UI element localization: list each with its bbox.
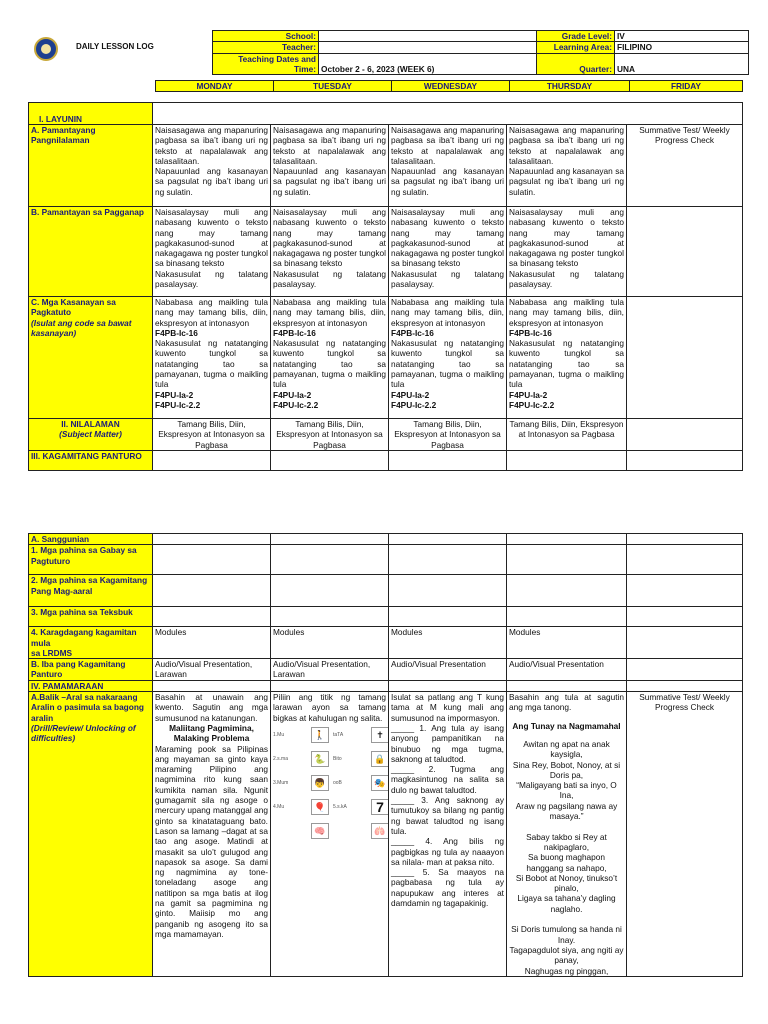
header-table (212, 30, 749, 75)
day-monday: MONDAY (156, 81, 274, 92)
choice-7: 4.Mu 🎈 (273, 799, 333, 815)
choice-6: ooB 🎭 (333, 775, 389, 791)
school-value (319, 31, 537, 42)
mask-icon: 🎭 (371, 775, 389, 791)
row-c-tue: Nababasa ang maikling tula nang may tamang bilis, diin, ekspresyon at intonasyon F4PB-Ic-16 Nakasusulat ng natatanging kuwento tungkol sa natatanging tao sa pamayanan, tugma o maikling tula F4PU-Ia-2 F4PU-Ic-2.2 (271, 297, 389, 419)
kagamitan-pang-wed (389, 575, 507, 607)
lrdms-wed: Modules (389, 627, 507, 659)
deped-seal-logo (34, 37, 58, 61)
row-c-fri (627, 297, 743, 419)
dates-label: Teaching Dates and Time: (213, 53, 319, 75)
balik-aral-label: A.Balik –Aral sa nakaraang Aralin o pasimula sa bagong aralin (Drill/Review/ Unlocking of difficulties) (29, 692, 153, 977)
lrdms-tue: Modules (271, 627, 389, 659)
lrdms-fri (627, 627, 743, 659)
balik-aral-tue: Piliin ang titik ng tamang larawan ayon sa tamang bigkas at kahulugan ng salita. 1.Mu 🚶 taTA ✝ 2.s.ma 🐍 Bito 🔒 3.Mum 👦 ooB 🎭 4.Mu 🎈 5.s.kA 7 🧠 🫁 (271, 692, 389, 977)
balik-aral-sub: (Drill/Review/ Unlocking of difficulties) (31, 722, 136, 744)
kagamitan-wed (389, 450, 507, 470)
row-a-label: A. Pamantayang Pangnilalaman (29, 125, 153, 207)
nilalaman-wed: Tamang Bilis, Diin, Ekspresyon at Intonasyon sa Pagbasa (389, 419, 507, 451)
pamamaraan-tue (271, 680, 389, 691)
day-header (155, 80, 743, 92)
iba-fri (627, 659, 743, 681)
sanggunian-mon (153, 534, 271, 545)
dates-value: October 2 - 6, 2023 (WEEK 6) (319, 53, 537, 75)
row-b-thu: Naisasalaysay muli ang nabasang kuwento o teksto nang may tamang pagkakasunod-sunod at nakagagawa ng poster tungkol sa binasang teksto Nakasusulat ng talatang pasalaysay. (507, 207, 627, 297)
gabay-tue (271, 545, 389, 575)
quarter-label: Quarter: (537, 53, 615, 75)
row-c-label: C. Mga Kasanayan sa Pagkatuto (Isulat ang code sa bawat kasanayan) (29, 297, 153, 419)
grade-value: IV (615, 31, 749, 42)
iba-tue: Audio/Visual Presentation, Larawan (271, 659, 389, 681)
poem-title: Ang Tunay na Nagmamahal (512, 720, 621, 731)
row-c-wed: Nababasa ang maikling tula nang may tamang bilis, diin, ekspresyon at intonasyon F4PB-Ic-16 Nakasusulat ng natatanging kuwento tungkol sa natatanging tao sa pamayanan, tugma o maikling tula F4PU-Ia-2 F4PU-Ic-2.2 (389, 297, 507, 419)
day-wednesday: WEDNESDAY (392, 81, 510, 92)
teksbuk-tue (271, 607, 389, 627)
nilalaman-label: II. NILALAMAN (Subject Matter) (29, 419, 153, 451)
lrdms-label: 4. Karagdagang kagamitan mula sa LRDMS (29, 627, 153, 659)
walking-person-icon: 🚶 (311, 727, 329, 743)
nilalaman-mon: Tamang Bilis, Diin, Ekspresyon at Intonasyon sa Pagbasa (153, 419, 271, 451)
brain-icon: 🧠 (311, 823, 329, 839)
balik-aral-wed: Isulat sa patlang ang T kung tama at M kung mali ang sumusunod na impormasyon. _____ 1. Ang tula ay isang anyong pampanitikan na binubuo ng mga tugma, saknong at taludtod. _____ 2. Tugma ang magkasintunog na salita sa dulo ng bawat taludtod. _____ 3. Ang saknong ay tumutukoy sa bilang ng pantig ng bawat taludtod ng isang tula. _____ 4. Ang bilis ng pagbigkas ng tula ay naaayon sa nilala- man at paksa nito. _____ 5. Sa maayos na pagbabasa ng tula ay napupukaw ang interes at damdamin ng tagapakinig. (389, 692, 507, 977)
nilalaman-fri (627, 419, 743, 451)
teksbuk-thu (507, 607, 627, 627)
log-title: DAILY LESSON LOG (76, 42, 154, 51)
sanggunian-thu (507, 534, 627, 545)
kagamitan-pang-mon (153, 575, 271, 607)
choice-4: Bito 🔒 (333, 751, 389, 767)
row-c-thu: Nababasa ang maikling tula nang may tamang bilis, diin, ekspresyon at intonasyon F4PB-Ic-16 Nakasusulat ng natatanging kuwento tungkol sa natatanging tao sa pamayanan, tugma o maikling tula F4PU-Ia-2 F4PU-Ic-2.2 (507, 297, 627, 419)
choice-8: 5.s.kA 7 (333, 799, 389, 815)
balloon-icon: 🎈 (311, 799, 329, 815)
row-c-mon: Nababasa ang maikling tula nang may tamang bilis, diin, ekspresyon at intonasyon F4PB-Ic-16 Nakasusulat ng natatanging kuwento tungkol sa natatanging tao sa pamayanan, tugma o maikling tula F4PU-Ia-2 F4PU-Ic-2.2 (153, 297, 271, 419)
pamamaraan-wed (389, 680, 507, 691)
area-value: FILIPINO (615, 42, 749, 53)
iba-mon: Audio/Visual Presentation, Larawan (153, 659, 271, 681)
boy-icon: 👦 (311, 775, 329, 791)
day-tuesday: TUESDAY (274, 81, 392, 92)
kagamitan-label: III. KAGAMITANG PANTURO (29, 450, 153, 470)
snake-icon: 🐍 (311, 751, 329, 767)
iba-label: B. Iba pang Kagamitang Panturo (29, 659, 153, 681)
lrdms-thu: Modules (507, 627, 627, 659)
teksbuk-wed (389, 607, 507, 627)
grade-label: Grade Level: (537, 31, 615, 42)
gabay-fri (627, 545, 743, 575)
day-friday: FRIDAY (630, 81, 743, 92)
kagamitan-mon (153, 450, 271, 470)
kagamitan-pang-thu (507, 575, 627, 607)
row-a-mon: Naisasagawa ang mapanuring pagbasa sa iba’t ibang uri ng teksto at napalalawak ang talasalitaan. Napauunlad ang kasanayan sa pagsulat ng iba’t ibang uri ng sulatin. (153, 125, 271, 207)
teacher-label: Teacher: (213, 42, 319, 53)
choice-9 (273, 823, 333, 839)
teacher-value (319, 42, 537, 53)
row-a-thu: Naisasagawa ang mapanuring pagbasa sa iba’t ibang uri ng teksto at napalalawak ang talasalitaan. Napauunlad ang kasanayan sa pagsulat ng iba’t ibang uri ng sulatin. (507, 125, 627, 207)
layunin-heading: I. LAYUNIN (29, 103, 153, 125)
picture-choices (273, 723, 386, 839)
number-seven-icon: 7 (371, 799, 389, 815)
kagamitan-pang-tue (271, 575, 389, 607)
story-title: Maliitang Pagmimina, Malaking Problema (169, 722, 254, 744)
kagamitan-pang-label: 2. Mga pahina sa Kagamitang Pang Mag-aaral (29, 575, 153, 607)
row-b-tue: Naisasalaysay muli ang nabasang kuwento o teksto nang may tamang pagkakasunod-sunod at nakagagawa ng poster tungkol sa binasang teksto Nakasusulat ng talatang pasalaysay. (271, 207, 389, 297)
lungs-icon: 🫁 (371, 823, 389, 839)
kagamitan-thu (507, 450, 627, 470)
choice-3: 2.s.ma 🐍 (273, 751, 333, 767)
row-b-wed: Naisasalaysay muli ang nabasang kuwento o teksto nang may tamang pagkakasunod-sunod at nakagagawa ng poster tungkol sa binasang teksto Nakasusulat ng talatang pasalaysay. (389, 207, 507, 297)
sanggunian-fri (627, 534, 743, 545)
row-a-wed: Naisasagawa ang mapanuring pagbasa sa iba’t ibang uri ng teksto at napalalawak ang talasalitaan. Napauunlad ang kasanayan sa pagsulat ng iba’t ibang uri ng sulatin. (389, 125, 507, 207)
pamamaraan-thu (507, 680, 627, 691)
quarter-value: UNA (615, 53, 749, 75)
gabay-thu (507, 545, 627, 575)
kagamitan-pang-fri (627, 575, 743, 607)
lock-icon: 🔒 (371, 751, 389, 767)
sanggunian-label: A. Sanggunian (29, 534, 153, 545)
row-a-fri: Summative Test/ Weekly Progress Check (627, 125, 743, 207)
iba-wed: Audio/Visual Presentation (389, 659, 507, 681)
pamamaraan-fri (627, 680, 743, 691)
choice-5: 3.Mum 👦 (273, 775, 333, 791)
kagamitan-tue (271, 450, 389, 470)
nilalaman-tue: Tamang Bilis, Diin, Ekspresyon at Intonasyon sa Pagbasa (271, 419, 389, 451)
gabay-mon (153, 545, 271, 575)
balik-aral-thu: Basahin ang tula at sagutin ang mga tanong. Ang Tunay na Nagmamahal Awitan ng apat na anak kaysigla, Sina Rey, Bobot, Nonoy, at si Doris pa, “Maligayang bati sa inyo, O Ina, Araw ng pagsilang nawa ay masaya.” Sabay takbo si Rey at nakipaglaro, Sa buong maghapon hanggang sa nahapo, Si Bobot at Nonoy, tinukso’t pinalo, Ligaya sa tahana’y dagling naglaho. Si Doris tumulong sa handa ni Inay. Tagapagdulot siya, ang ngiti ay panay, Naghugas ng pinggan, (507, 692, 627, 977)
pamamaraan-label: IV. PAMAMARAAN (29, 680, 153, 691)
teksbuk-label: 3. Mga pahina sa Teksbuk (29, 607, 153, 627)
teksbuk-mon (153, 607, 271, 627)
gabay-wed (389, 545, 507, 575)
pamamaraan-mon (153, 680, 271, 691)
kagamitan-fri (627, 450, 743, 470)
layunin-spacer (153, 103, 743, 125)
row-a-tue: Naisasagawa ang mapanuring pagbasa sa iba’t ibang uri ng teksto at napalalawak ang talasalitaan. Napauunlad ang kasanayan sa pagsulat ng iba’t ibang uri ng sulatin. (271, 125, 389, 207)
balik-aral-mon: Basahin at unawain ang kwento. Sagutin ang mga sumusunod na katanungan. Maliitang Pagmimina, Malaking Problema Maraming pook sa Pilipinas ang mayaman sa ginto kaya maraming Pilipino ang nagmimina rito kung saan kumikita naman sila. Ngunit gumagamit sila ng asoge o mercury upang matanggal ang ginto sa kinatataguang bato. Lason sa lamang –dagat at sa tao ang asoge. Matindi at masakit sa ulo’t gulugod ang napasok sa asoge. Sa dami ng nagmimina ay tone-toneladang asoge ang natitipon sa mga batis at ilog na gamit sa pagmimina ng ginto. Maiisip mo ang panganib ng asogeng ito sa mga mamamayan. (153, 692, 271, 977)
row-c-sub: (Isulat ang code sa bawat kasanayan) (31, 317, 132, 338)
procedure-table (28, 533, 743, 977)
area-label: Learning Area: (537, 42, 615, 53)
sanggunian-wed (389, 534, 507, 545)
row-b-mon: Naisasalaysay muli ang nabasang kuwento o teksto nang may tamang pagkakasunod-sunod at nakagagawa ng poster tungkol sa binasang teksto Nakasusulat ng talatang pasalaysay. (153, 207, 271, 297)
row-b-fri (627, 207, 743, 297)
poem-body: Awitan ng apat na anak kaysigla, Sina Rey, Bobot, Nonoy, at si Doris pa, “Maligayang bati sa inyo, O Ina, Araw ng pagsilang nawa ay masaya.” Sabay takbo si Rey at nakipaglaro, Sa buong maghapon hanggang sa nahapo, Si Bobot at Nonoy, tinukso’t pinalo, Ligaya sa tahana’y dagling naglaho. Si Doris tumulong sa handa ni Inay. Tagapagdulot siya, ang ngiti ay panay, Naghugas ng pinggan, (509, 738, 624, 976)
teksbuk-fri (627, 607, 743, 627)
lrdms-mon: Modules (153, 627, 271, 659)
nilalaman-thu: Tamang Bilis, Diin, Ekspresyon at Intonasyon sa Pagbasa (507, 419, 627, 451)
choice-2: taTA ✝ (333, 727, 389, 743)
choice-1: 1.Mu 🚶 (273, 727, 333, 743)
cross-icon: ✝ (371, 727, 389, 743)
school-label: School: (213, 31, 319, 42)
iba-thu: Audio/Visual Presentation (507, 659, 627, 681)
gabay-label: 1. Mga pahina sa Gabay sa Pagtuturo (29, 545, 153, 575)
choice-10 (333, 823, 389, 839)
sanggunian-tue (271, 534, 389, 545)
story-body: Maraming pook sa Pilipinas ang mayaman sa ginto kaya maraming Pilipino ang nagmimina rito kung saan kumikita naman sila. Ngunit gumagamit sila ng asoge o mercury upang matanggal ang ginto sa kinatataguang bato. Lason sa lamang –dagat at sa tao ang asoge. Matindi at masakit sa ulo’t gulugod ang napasok sa asoge. Sa dami ng nagmimina ay tone-toneladang asoge ang natitipon sa mga batis at ilog na gamit sa pagmimina ng ginto. Maiisip mo ang panganib ng asogeng ito sa mga mamamayan. (155, 743, 268, 939)
row-b-label: B. Pamantayan sa Pagganap (29, 207, 153, 297)
day-thursday: THURSDAY (510, 81, 630, 92)
balik-aral-fri: Summative Test/ Weekly Progress Check (627, 692, 743, 977)
objectives-table (28, 102, 743, 471)
